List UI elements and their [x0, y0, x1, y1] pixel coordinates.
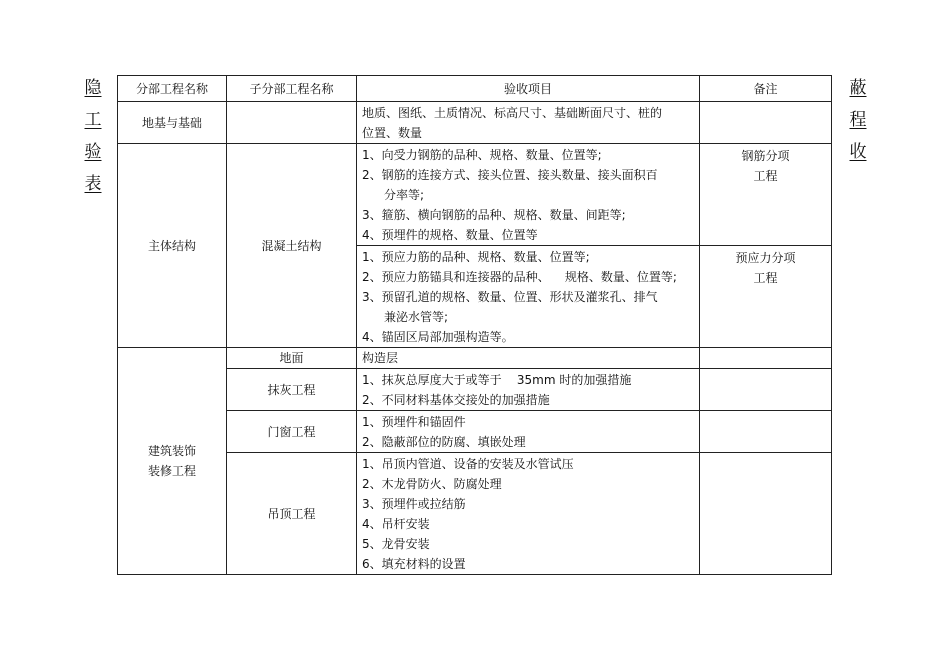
subdivision-cell [227, 102, 357, 144]
item-line: 2、钢筋的连接方式、接头位置、接头数量、接头面积百 [362, 168, 658, 182]
header-items: 验收项目 [357, 76, 700, 102]
side-char: 表 [84, 174, 102, 194]
note-line: 工程 [753, 271, 778, 285]
table-row [118, 348, 832, 369]
items-cell [357, 453, 700, 575]
division-cell: 地基与基础 [118, 102, 227, 144]
subdivision-cell: 地面 [227, 348, 357, 369]
item-line: 3、箍筋、横向钢筋的品种、规格、数量、间距等; [362, 208, 626, 222]
header-division: 分部工程名称 [118, 76, 227, 102]
item-line: 4、预埋件的规格、数量、位置等 [362, 228, 538, 242]
items-cell [357, 369, 700, 411]
table-row [118, 102, 832, 144]
item-line: 2、预应力筋锚具和连接器的品种、 规格、数量、位置等; [362, 270, 677, 284]
note-line: 钢筋分项 [741, 149, 790, 163]
note-cell [700, 453, 832, 575]
division-line: 装修工程 [147, 464, 196, 478]
item-line: 4、吊杆安装 [362, 517, 430, 531]
side-char: 验 [84, 142, 102, 162]
item-line: 3、预留孔道的规格、数量、位置、形状及灌浆孔、排气 [362, 290, 658, 304]
table-row [118, 144, 832, 246]
subdivision-cell: 门窗工程 [227, 411, 357, 453]
items-cell [357, 102, 700, 144]
item-line: 2、隐蔽部位的防腐、填嵌处理 [362, 435, 526, 449]
side-char: 程 [849, 110, 867, 130]
items-cell [357, 144, 700, 246]
item-line: 1、抹灰总厚度大于或等于 35mm 时的加强措施 [362, 373, 632, 387]
item-line: 地质、图纸、土质情况、标高尺寸、基础断面尺寸、桩的 [362, 106, 663, 120]
subdivision-cell: 吊顶工程 [227, 453, 357, 575]
division-cell [118, 348, 227, 575]
note-cell [700, 411, 832, 453]
items-cell [357, 246, 700, 348]
item-line: 位置、数量 [362, 126, 423, 140]
division-cell: 主体结构 [118, 144, 227, 348]
item-line: 1、向受力钢筋的品种、规格、数量、位置等; [362, 148, 602, 162]
item-line: 1、吊顶内管道、设备的安装及水管试压 [362, 457, 574, 471]
side-char: 隐 [84, 78, 102, 98]
note-cell [700, 369, 832, 411]
side-title-right [847, 72, 869, 168]
item-line: 4、锚固区局部加强构造等。 [362, 330, 514, 344]
items-cell [357, 348, 700, 369]
item-line: 分率等; [384, 188, 425, 202]
item-line: 构造层 [362, 351, 399, 365]
item-line: 2、木龙骨防火、防腐处理 [362, 477, 502, 491]
item-line: 6、填充材料的设置 [362, 557, 466, 571]
note-line: 工程 [753, 169, 778, 183]
subdivision-cell: 抹灰工程 [227, 369, 357, 411]
header-note: 备注 [700, 76, 832, 102]
side-char: 收 [849, 142, 867, 162]
item-line: 5、龙骨安装 [362, 537, 430, 551]
item-line: 1、预应力筋的品种、规格、数量、位置等; [362, 250, 590, 264]
side-char: 蔽 [849, 78, 867, 98]
note-cell [700, 144, 832, 246]
note-cell [700, 102, 832, 144]
side-title-left [82, 72, 104, 200]
header-subdivision: 子分部工程名称 [227, 76, 357, 102]
item-line: 2、不同材料基体交接处的加强措施 [362, 393, 550, 407]
item-line: 兼泌水管等; [384, 310, 449, 324]
header-row [118, 76, 832, 102]
items-cell [357, 411, 700, 453]
item-line: 3、预埋件或拉结筋 [362, 497, 466, 511]
note-cell [700, 246, 832, 348]
subdivision-cell: 混凝土结构 [227, 144, 357, 348]
note-line: 预应力分项 [735, 251, 796, 265]
division-line: 建筑装饰 [147, 444, 196, 458]
note-cell [700, 348, 832, 369]
side-char: 工 [84, 110, 102, 130]
item-line: 1、预埋件和锚固件 [362, 415, 466, 429]
inspection-table [117, 75, 832, 575]
